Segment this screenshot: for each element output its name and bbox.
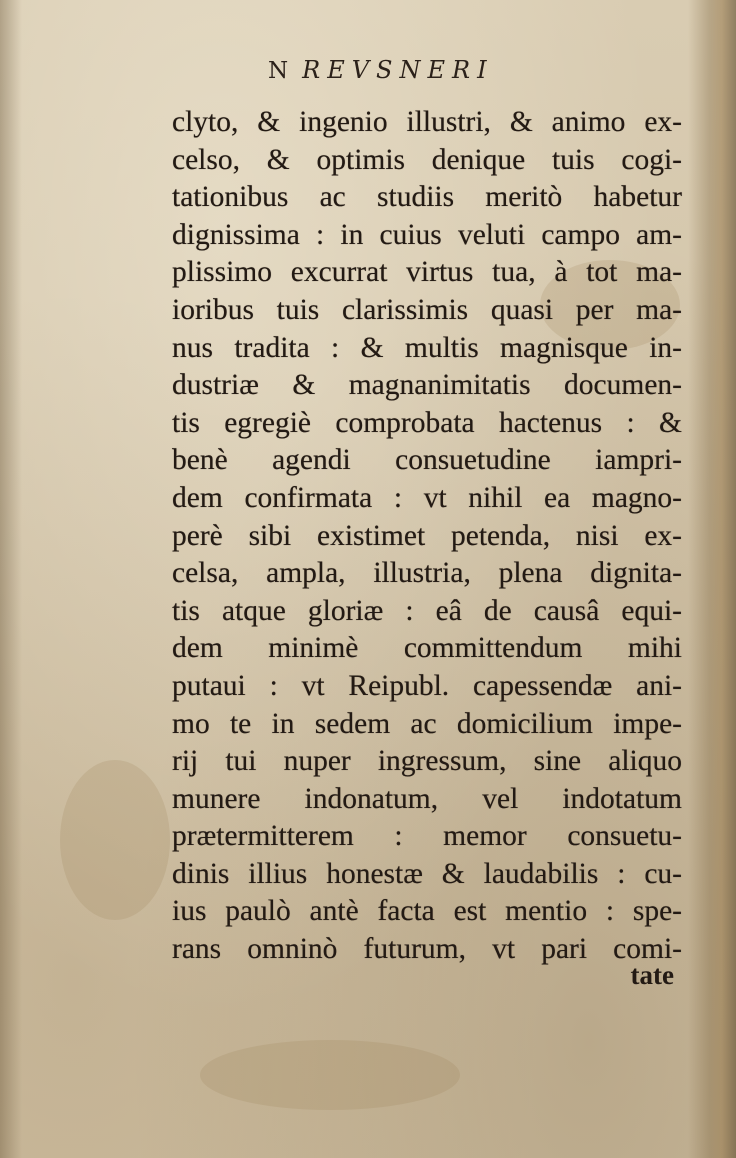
body-text [172,104,682,969]
paper-stain [200,1040,460,1110]
text-line: putaui : vt Reipubl. capessendæ ani- [172,669,682,702]
running-title: REVSNERI [302,56,494,84]
text-line: celso, & optimis denique tuis cogi- [172,143,682,176]
text-line: tationibus ac studiis meritò habetur [172,181,682,214]
text-line: celsa, ampla, illustria, plena dignita- [172,557,682,590]
text-line: rans omninò futurum, vt pari comi- [172,933,682,966]
text-line: dinis illius honestæ & laudabilis : cu- [172,857,682,890]
text-line: dustriæ & magnanimitatis documen- [172,369,682,402]
text-line: munere indonatum, vel indotatum [172,782,682,815]
page-edge-shadow [688,0,736,1158]
gutter-shadow [0,0,22,1158]
text-line: clyto, & ingenio illustri, & animo ex- [172,106,682,138]
text-line: nus tradita : & multis magnisque in- [172,331,682,364]
text-line: benè agendi consuetudine iampri- [172,444,682,477]
text-line: ioribus tuis clarissimis quasi per ma- [172,293,682,326]
text-line: plissimo excurrat virtus tua, à tot ma- [172,256,682,289]
text-line: prætermitterem : memor consuetu- [172,820,682,853]
text-line: mo te in sedem ac domicilium impe- [172,707,682,740]
signature-mark: N [268,58,289,84]
running-header [268,56,494,84]
text-line: rij tui nuper ingressum, sine aliquo [172,745,682,778]
catchword: tate [630,960,674,990]
text-line: tis egregiè comprobata hactenus : & [172,406,682,439]
text-line: dem minimè committendum mihi [172,632,682,665]
text-line: dem confirmata : vt nihil ea magno- [172,481,682,514]
text-line: ius paulò antè facta est mentio : spe- [172,895,682,928]
text-line: dignissima : in cuius veluti campo am- [172,218,682,251]
text-line: perè sibi existimet petenda, nisi ex- [172,519,682,552]
paper-stain [60,760,170,920]
text-line: tis atque gloriæ : eâ de causâ equi- [172,594,682,627]
